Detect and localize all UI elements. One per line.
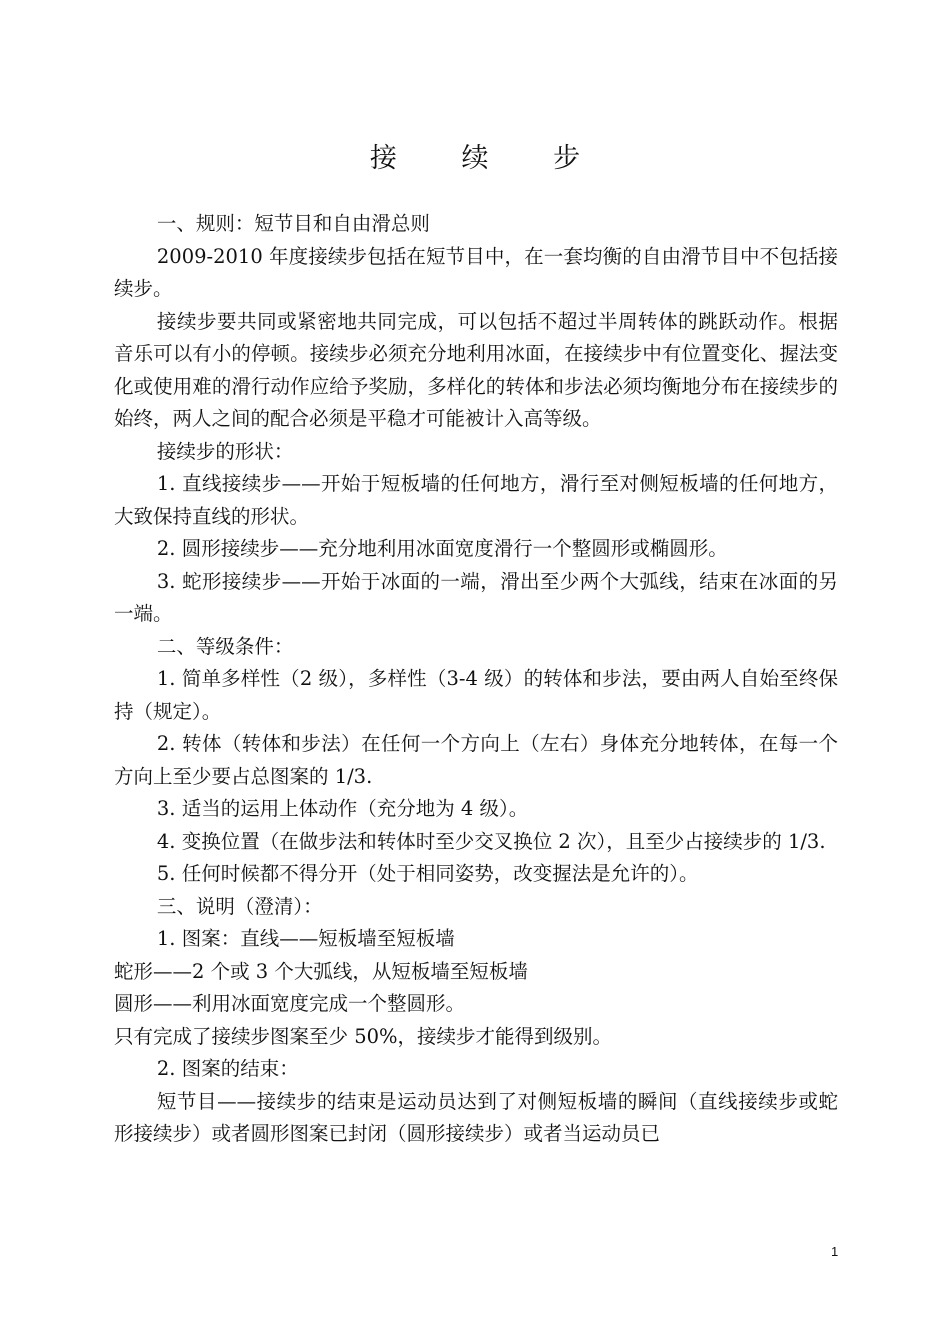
paragraph-shapes-heading: 接续步的形状： (156, 439, 294, 463)
list-item-serpentine: 3. 蛇形接续步——开始于冰面的一端，滑出至少两个大弧线，结束在冰面的另一端。 (114, 569, 838, 625)
list-item-no-separation: 5. 任何时候都不得分开（处于相同姿势，改变握法是允许的）。 (156, 862, 699, 885)
list-item-rotation: 2. 转体（转体和步法）在任何一个方向上（左右）身体充分地转体，在每一个方向上至少要占总图案的 1/3. (114, 732, 838, 788)
pattern-level-requirement: 只有完成了接续步图案至少 50%，接续步才能得到级别。 (114, 1024, 613, 1048)
document-body (114, 208, 838, 1151)
paragraph-season: 2009-2010 年度接续步包括在短节目中，在一套均衡的自由滑节目中不包括接续步。 (114, 244, 838, 300)
pattern-circular: 圆形——利用冰面宽度完成一个整圆形。 (114, 992, 466, 1015)
list-item-straight-line: 1. 直线接续步——开始于短板墙的任何地方，滑行至对侧短板墙的任何地方，大致保持直线的形状。 (114, 472, 838, 528)
paragraph-short-program: 短节目——接续步的结束是运动员达到了对侧短板墙的瞬间（直线接续步或蛇形接续步）或者圆形图案已封闭（圆形接续步）或者当运动员已 (114, 1089, 838, 1145)
section-heading-clarification: 三、说明（澄清）： (156, 894, 323, 918)
page-title: 接 续 步 (369, 143, 609, 174)
paragraph-requirements: 接续步要共同或紧密地共同完成，可以包括不超过半周转体的跳跃动作。根据音乐可以有小的停顿。接续步必须充分地利用冰面，在接续步中有位置变化、握法变化或使用难的滑行动作应给予奖励，多样化的转体和步法必须均衡地分布在接续步的始终，两人之间的配合必须是平稳才可能被计入高等级。 (114, 309, 838, 430)
page-number: 1 (831, 1244, 839, 1259)
list-item-variety: 1. 简单多样性（2 级），多样性（3-4 级）的转体和步法，要由两人自始至终保持（规定）。 (114, 667, 838, 723)
pattern-serpentine: 蛇形——2 个或 3 个大弧线，从短板墙至短板墙 (114, 959, 528, 983)
list-item-upper-body: 3. 适当的运用上体动作（充分地为 4 级）。 (156, 797, 529, 820)
list-item-pattern-end: 2. 图案的结束： (156, 1057, 299, 1080)
list-item-pattern: 1. 图案：直线——短板墙至短板墙 (156, 927, 455, 950)
section-heading-rules: 一、规则：短节目和自由滑总则 (156, 212, 430, 235)
list-item-circular: 2. 圆形接续步——充分地利用冰面宽度滑行一个整圆形或椭圆形。 (156, 537, 728, 560)
list-item-position-change: 4. 变换位置（在做步法和转体时至少交叉换位 2 次），且至少占接续步的 1/3. (156, 829, 826, 853)
section-heading-levels: 二、等级条件： (156, 634, 294, 658)
